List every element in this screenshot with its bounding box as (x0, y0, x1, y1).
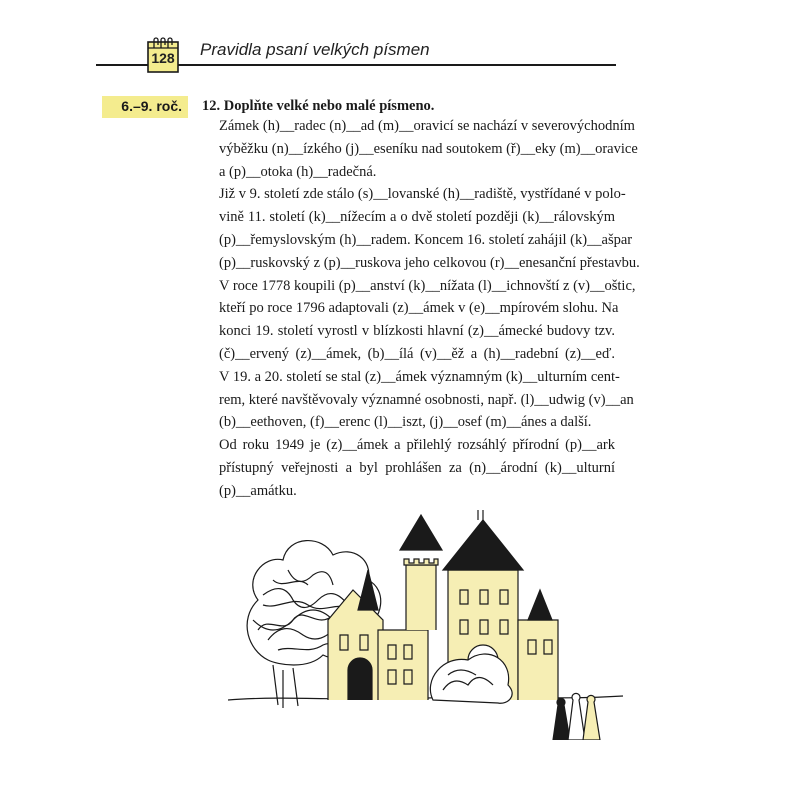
exercise-line: V roce 1778 koupili (p)__anství (k)__nížata (l)__ichnovští z (v)__oštic, (219, 277, 636, 294)
castle-illustration (228, 510, 628, 740)
exercise-line: (p)__ruskovský z (p)__ruskova jeho celkovou (r)__enesanční přestavbu. (219, 254, 640, 271)
figures (553, 693, 600, 740)
page-number: 128 (151, 50, 175, 66)
exercise-line: (p)__amátku. (219, 482, 297, 499)
exercise-line: V 19. a 20. století se stal (z)__ámek významným (k)__ulturním cent- (219, 368, 620, 385)
grade-badge (102, 96, 188, 118)
exercise-line: Od roku 1949 je (z)__ámek a přilehlý rozsáhlý přírodní (p)__ark (219, 437, 615, 454)
exercise-line: a (p)__otoka (h)__radečná. (219, 163, 377, 180)
exercise-line: přístupný veřejnosti a byl prohlášen za (n)__árodní (k)__ulturní (219, 459, 615, 476)
exercise-line: Již v 9. století zde stálo (s)__lovanské (h)__radiště, vystřídané v polo- (219, 186, 626, 203)
exercise-text (219, 115, 640, 503)
exercise-line: konci 19. století vyrostl v blízkosti hlavní (z)__ámecké budovy tzv. (219, 323, 615, 340)
exercise-line: kteří po roce 1796 adaptovali (z)__ámek v (e)__mpírovém slohu. Na (219, 300, 619, 317)
grade-label: 6.–9. roč. (121, 98, 182, 114)
exercise-line: rem, které navštěvovaly významné osobnosti, např. (l)__udwig (v)__an (219, 391, 634, 408)
exercise-line: (b)__eethoven, (f)__erenc (l)__iszt, (j)__osef (m)__ánes a další. (219, 414, 592, 431)
chapter-title: Pravidla psaní velkých písmen (200, 40, 430, 59)
exercise-line: Zámek (h)__radec (n)__ad (m)__oravicí se nachází v severovýchodním (219, 118, 635, 134)
exercise-line: (p)__řemyslovským (h)__radem. Koncem 16. století zahájil (k)__ašpar (219, 231, 633, 248)
exercise-title: 12. Doplňte velké nebo malé písmeno. (202, 98, 435, 114)
exercise-line: vině 11. století (k)__nížecím a o dvě století později (k)__rálovským (219, 209, 615, 226)
exercise-line: výběžku (n)__ízkého (j)__eseníku nad soutokem (ř)__eky (m)__oravice (219, 140, 638, 157)
exercise-line: (č)__ervený (z)__ámek, (b)__ílá (v)__ěž a (h)__radební (z)__eď. (219, 345, 615, 362)
